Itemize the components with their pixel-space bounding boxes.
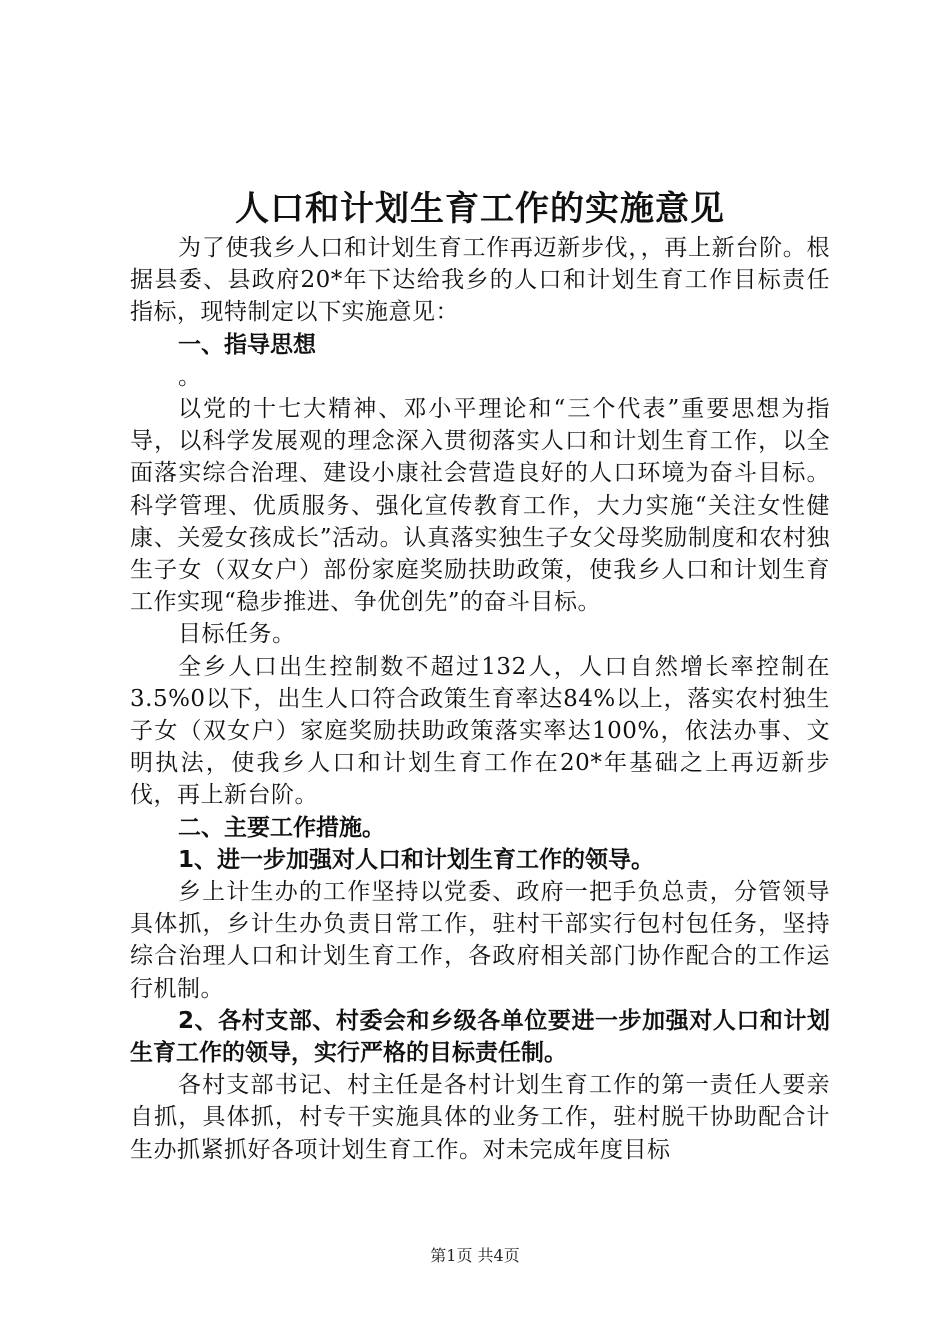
- body-paragraph: 各村支部书记、村主任是各村计划生育工作的第一责任人要亲自抓，具体抓，村专干实施具体的业务工作，驻村脱干协助配合计生办抓紧抓好各项计划生育工作。对未完成年度目标: [130, 1072, 830, 1163]
- body-paragraph: 全乡人口出生控制数不超过132人，人口自然增长率控制在3.5%0以下，出生人口符合政策生育率达84%以上，落实农村独生子女（双女户）家庭奖励扶助政策落实率达100%，依法办事、文明执法，使我乡人口和计划生育工作在20*年基础之上再迈新步伐，再上新台阶。: [130, 653, 830, 809]
- body-paragraph: 。: [178, 363, 202, 390]
- document-title: 人口和计划生育工作的实施意见: [235, 189, 725, 229]
- document-body: [130, 232, 830, 1166]
- body-paragraph: 乡上计生办的工作坚持以党委、政府一把手负总责，分管领导具体抓，乡计生办负责日常工作，驻村干部实行包村包任务，坚持综合治理人口和计划生育工作，各政府相关部门协作配合的工作运行机制。: [130, 879, 830, 1002]
- body-paragraph: 目标任务。: [178, 621, 296, 648]
- subsection-heading-1: 1、进一步加强对人口和计划生育工作的领导。: [178, 846, 655, 873]
- body-paragraph: 以党的十七大精神、邓小平理论和“三个代表”重要思想为指导，以科学发展观的理念深入贯彻落实人口和计划生育工作，以全面落实综合治理、建设小康社会营造良好的人口环境为奋斗目标。科学管理、优质服务、强化宣传教育工作，大力实施“关注女性健康、关爱女孩成长”活动。认真落实独生子女父母奖励制度和农村独生子女（双女户）部份家庭奖励扶助政策，使我乡人口和计划生育工作实现“稳步推进、争优创先”的奋斗目标。: [130, 396, 830, 616]
- intro-paragraph: 为了使我乡人口和计划生育工作再迈新步伐，，再上新台阶。根据县委、县政府20*年下达给我乡的人口和计划生育工作目标责任指标，现特制定以下实施意见：: [130, 235, 830, 326]
- page-footer: 第1页 共4页: [430, 1246, 520, 1265]
- section-heading-guiding-ideology: 一、指导思想: [178, 331, 316, 358]
- subsection-heading-2: 2、各村支部、村委会和乡级各单位要进一步加强对人口和计划生育工作的领导，实行严格的目标责任制。: [130, 1007, 830, 1067]
- section-heading-main-measures: 二、主要工作措施。: [178, 814, 385, 841]
